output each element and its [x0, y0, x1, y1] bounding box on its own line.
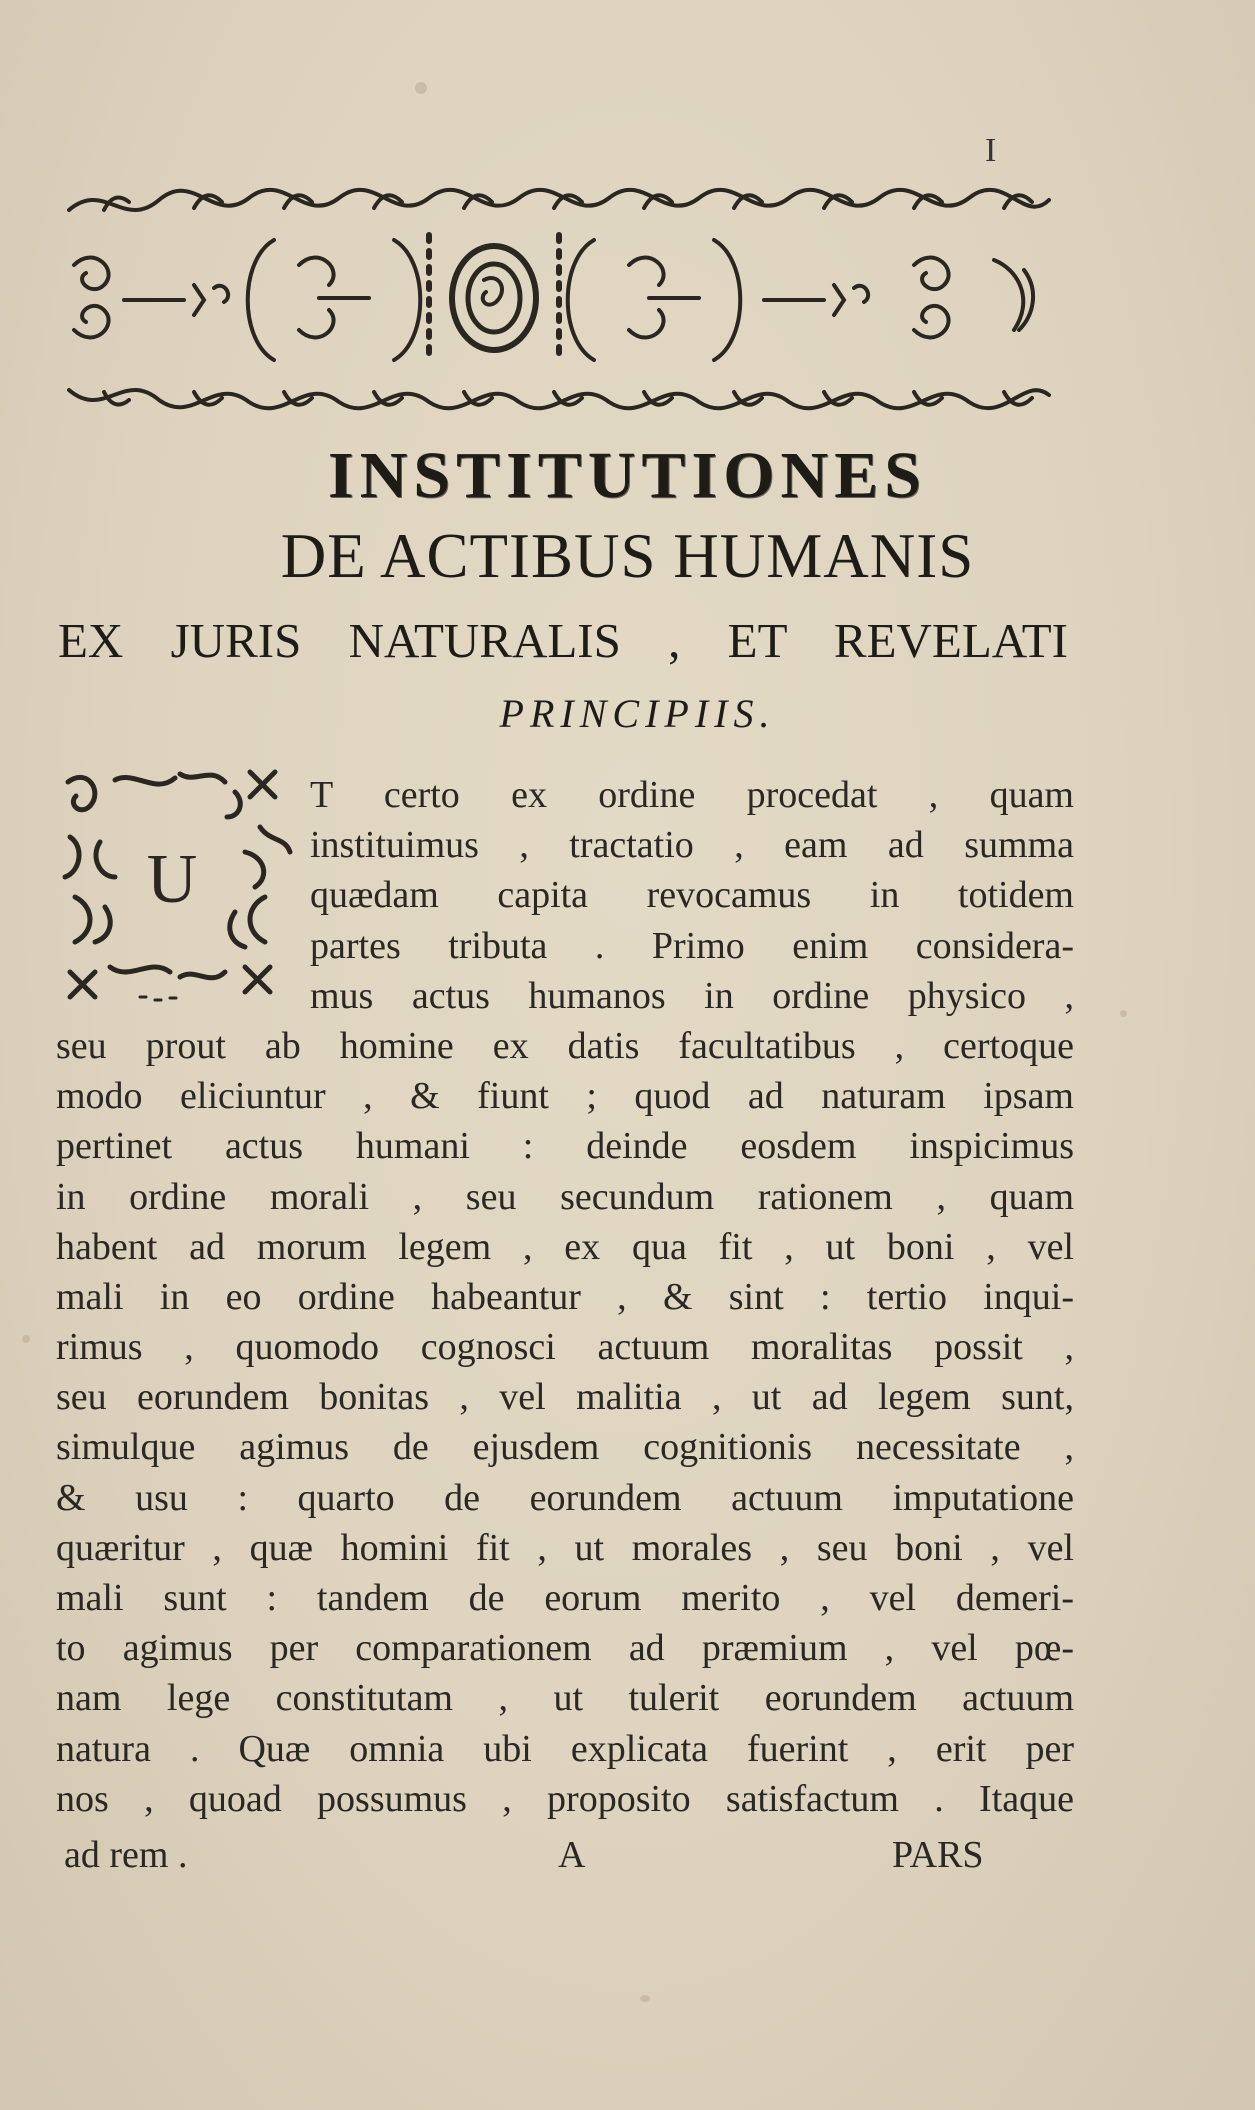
left-middle-scrolls — [74, 240, 420, 360]
text-line: in ordine morali , seu secundum rationem , quam — [56, 1175, 1074, 1218]
catchword: PARS — [892, 1834, 984, 1876]
text-line: partes tributa . Primo enim considera- — [310, 924, 1074, 967]
text-line: mali in eo ordine habeantur , & sint : tertio inqui- — [56, 1275, 1074, 1318]
title-line-2: DE ACTIBUS HUMANIS — [280, 521, 975, 591]
text-line: seu prout ab homine ex datis facultatibus , certoque — [56, 1024, 1074, 1067]
signature-mark: A — [558, 1834, 586, 1876]
paper-speck — [415, 82, 427, 94]
text-line: nos , quoad possumus , proposito satisfactum . Itaque — [56, 1777, 1074, 1820]
center-medallion — [429, 235, 559, 360]
text-line: quædam capita revocamus in totidem — [310, 874, 1074, 917]
body-paragraph — [56, 770, 1074, 1824]
text-line: simulque agimus de ejusdem cognitionis necessitate , — [56, 1426, 1074, 1469]
title-line-4: PRINCIPIIS. — [499, 691, 776, 736]
page-footer — [56, 1833, 1074, 1883]
paper-speck — [640, 1995, 650, 2002]
text-line: to agimus per comparationem ad præmium , vel pœ- — [56, 1627, 1074, 1670]
title-line-3: EX JURIS NATURALIS , ET REVELATI — [58, 613, 1068, 668]
dropcap-letter: U — [146, 841, 198, 918]
bottom-vine-border — [69, 390, 1049, 408]
ornamental-headpiece — [64, 170, 1054, 425]
text-line: natura . Quæ omnia ubi explicata fuerint , erit per — [56, 1727, 1074, 1770]
text-line: mus actus humanos in ordine physico , — [310, 974, 1074, 1017]
paper-speck — [22, 1335, 30, 1343]
page-number: I — [985, 132, 997, 169]
text-line: modo eliciuntur , & fiunt ; quod ad naturam ipsam — [56, 1075, 1074, 1118]
text-line: quæritur , quæ homini fit , ut morales , seu boni , vel — [56, 1526, 1074, 1569]
text-line: seu eorundem bonitas , vel malitia , ut ad legem sunt, — [56, 1376, 1074, 1419]
paper-speck — [1120, 1010, 1127, 1017]
text-line: T certo ex ordine procedat , quam — [310, 774, 1074, 816]
last-text-line: ad rem . — [64, 1834, 188, 1876]
text-line: pertinet actus humani : deinde eosdem inspicimus — [56, 1125, 1074, 1168]
top-vine-border — [69, 190, 1049, 210]
text-line: habent ad morum legem , ex qua fit , ut boni , vel — [56, 1225, 1074, 1268]
title-line-1: INSTITUTIONES — [328, 439, 927, 512]
text-line: rimus , quomodo cognosci actuum moralitas possit , — [56, 1326, 1074, 1369]
text-line: mali sunt : tandem de eorum merito , vel demeri- — [56, 1577, 1074, 1619]
text-line: nam lege constitutam , ut tulerit eorundem actuum — [56, 1677, 1074, 1720]
text-line: instituimus , tractatio , eam ad summa — [310, 824, 1074, 867]
right-middle-scrolls — [568, 240, 1033, 360]
text-line: & usu : quarto de eorundem actuum imputatione — [56, 1476, 1074, 1519]
